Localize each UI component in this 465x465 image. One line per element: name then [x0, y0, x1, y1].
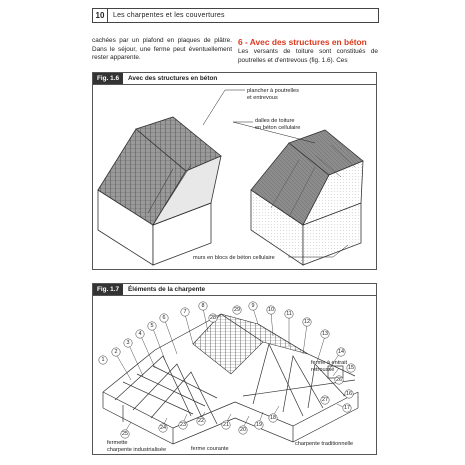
- svg-text:19: 19: [256, 422, 262, 428]
- figure-tag: Fig. 1.6: [93, 73, 123, 84]
- callout-3: [124, 339, 132, 347]
- callout-2: [112, 348, 120, 356]
- svg-text:12: 12: [304, 319, 310, 325]
- svg-text:1: 1: [101, 357, 105, 363]
- svg-text:29: 29: [234, 307, 240, 313]
- svg-text:16: 16: [346, 391, 352, 397]
- house-right: [251, 130, 363, 265]
- svg-text:21: 21: [223, 422, 229, 428]
- callout-11: [285, 310, 293, 318]
- label-planchers-line-2: et entrevous: [247, 95, 278, 101]
- svg-text:26: 26: [336, 377, 342, 383]
- house-left: [98, 117, 221, 265]
- text-column-right: [238, 37, 378, 65]
- callout-21: [222, 421, 230, 429]
- svg-text:18: 18: [270, 415, 276, 421]
- body-paragraph: cachées par un plafond en plaques de plâtre. Dans le séjour, une ferme peut éventuellement rester apparente.: [92, 37, 232, 62]
- svg-text:11: 11: [286, 311, 292, 317]
- figure-tag: Fig. 1.7: [93, 284, 123, 295]
- concrete-houses-illustration: [93, 85, 376, 268]
- callout-28: [209, 314, 217, 322]
- figure-title: Éléments de la charpente: [128, 286, 206, 293]
- svg-text:17: 17: [344, 405, 350, 411]
- callout-9: [249, 302, 257, 310]
- svg-text:23: 23: [180, 422, 186, 428]
- svg-text:2: 2: [114, 349, 118, 355]
- callout-8: [199, 302, 207, 310]
- callout-5: [148, 322, 156, 330]
- svg-text:28: 28: [210, 315, 216, 321]
- body-paragraph: Les versants de toiture sont constitués de poutrelles et d'entrevous (fig. 1.6). Ces: [238, 48, 378, 64]
- callout-20: [239, 426, 247, 434]
- callout-12: [303, 318, 311, 326]
- callout-14: [337, 348, 345, 356]
- page-number: 10: [93, 9, 108, 22]
- svg-text:4: 4: [138, 331, 142, 337]
- label-ferme-courante: ferme courante: [191, 446, 229, 452]
- svg-text:9: 9: [251, 303, 255, 309]
- label-charpente-traditionnelle: charpente traditionnelle: [295, 441, 354, 447]
- svg-text:27: 27: [322, 397, 328, 403]
- svg-text:8: 8: [201, 303, 205, 309]
- label-fermette: fermette: [107, 440, 128, 446]
- svg-text:3: 3: [126, 340, 130, 346]
- callout-25: [121, 430, 129, 438]
- svg-text:24: 24: [160, 425, 166, 431]
- svg-text:10: 10: [268, 307, 274, 313]
- figure-caption-bar: [93, 73, 376, 85]
- label-charpente-industrialisee: charpente industrialisée: [107, 447, 167, 453]
- callout-4: [136, 330, 144, 338]
- label-dalles-line-2: en béton cellulaire: [255, 125, 301, 131]
- svg-text:22: 22: [198, 418, 204, 424]
- callout-1: [99, 356, 107, 364]
- svg-text:25: 25: [122, 431, 128, 437]
- running-title: Les charpentes et les couvertures: [113, 12, 225, 19]
- callout-29: [233, 306, 241, 314]
- callout-22: [197, 417, 205, 425]
- svg-text:20: 20: [240, 427, 246, 433]
- label-murs: murs en blocs de béton cellulaire: [193, 255, 275, 261]
- label-ferme-entrait-line-2: retroussé: [311, 367, 335, 373]
- callout-16: [345, 390, 353, 398]
- figure-caption-bar: [93, 284, 376, 296]
- svg-text:7: 7: [183, 309, 187, 315]
- callout-18: [269, 414, 277, 422]
- svg-text:5: 5: [150, 323, 154, 329]
- callout-15: [347, 364, 355, 372]
- svg-text:6: 6: [162, 315, 166, 321]
- callout-7: [181, 308, 189, 316]
- svg-text:15: 15: [348, 365, 354, 371]
- figure-illustration: [93, 85, 376, 269]
- callout-26: [335, 376, 343, 384]
- callout-17: [343, 404, 351, 412]
- label-planchers-line-1: plancher à poutrelles: [247, 88, 299, 94]
- figure-title: Avec des structures en béton: [128, 75, 218, 82]
- running-header: [92, 8, 379, 23]
- section-heading: 6 - Avec des structures en béton: [238, 37, 367, 47]
- callout-24: [159, 424, 167, 432]
- figure-1-7: [92, 283, 377, 455]
- svg-text:13: 13: [322, 331, 328, 337]
- text-column-left: [92, 37, 232, 63]
- figure-1-6: [92, 72, 377, 270]
- svg-text:14: 14: [338, 349, 344, 355]
- callout-10: [267, 306, 275, 314]
- callout-27: [321, 396, 329, 404]
- callout-23: [179, 421, 187, 429]
- callout-19: [255, 421, 263, 429]
- label-ferme-entrait-line-1: ferme à entrait: [311, 360, 348, 366]
- callout-13: [321, 330, 329, 338]
- roof-framing-illustration: [93, 296, 376, 453]
- label-dalles-line-1: dalles de toiture: [255, 118, 295, 124]
- figure-illustration: [93, 296, 376, 454]
- callout-6: [160, 314, 168, 322]
